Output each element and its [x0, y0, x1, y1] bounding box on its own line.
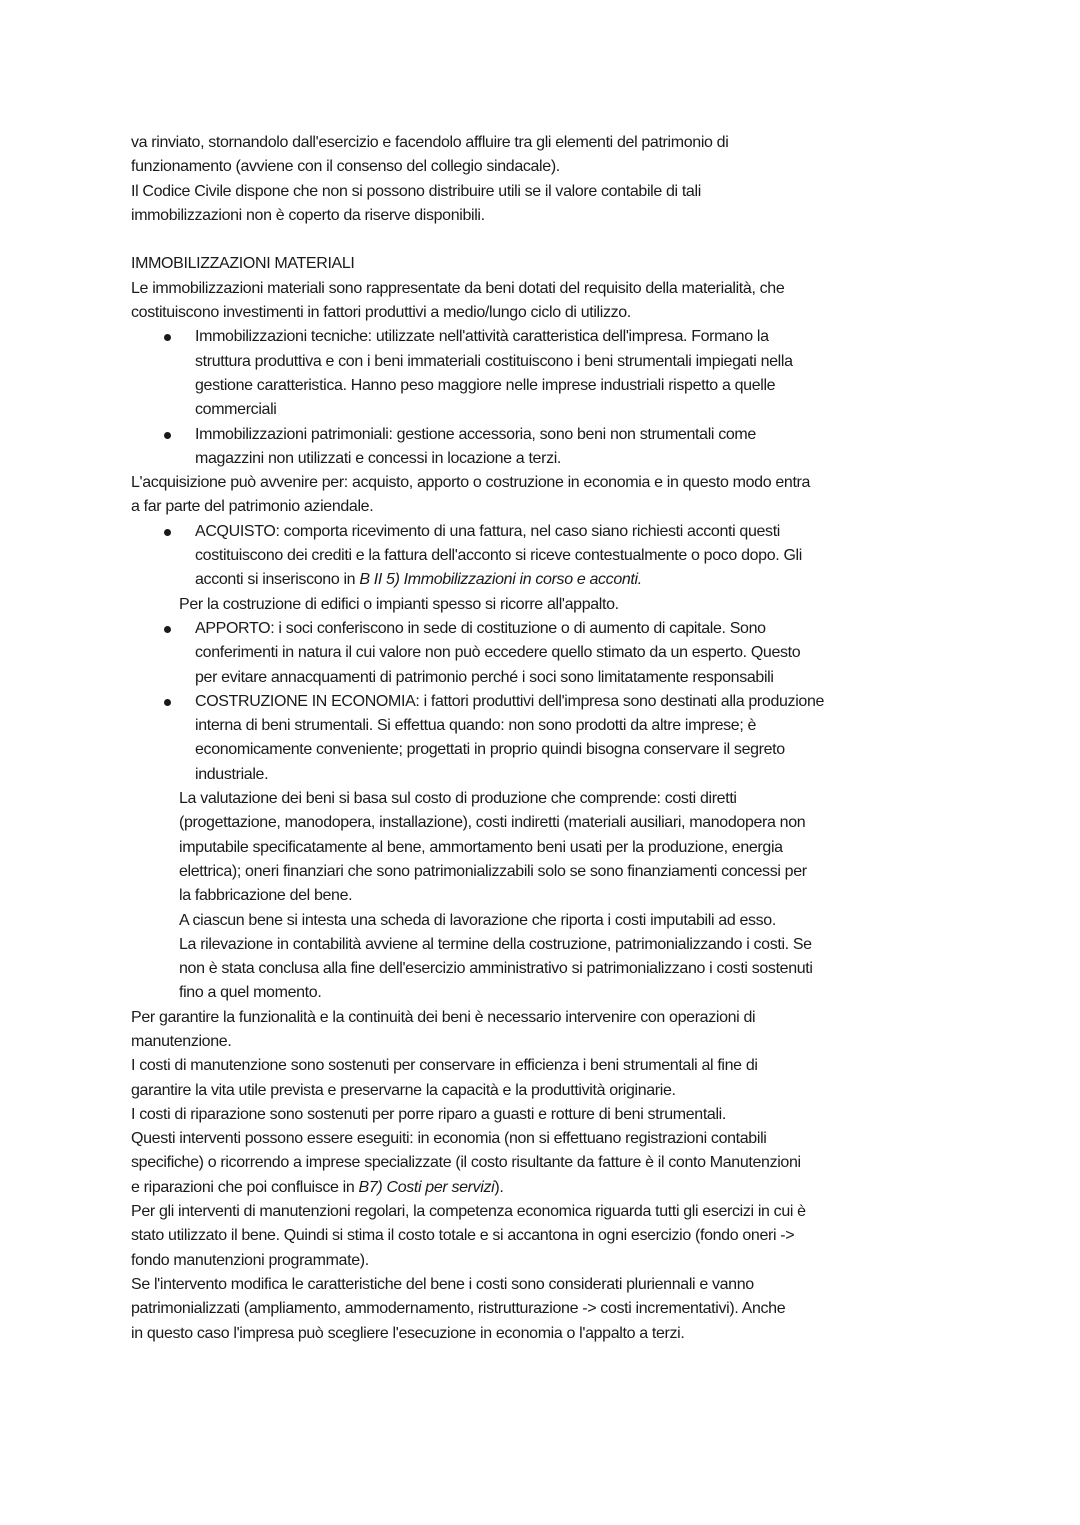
text-run: stato utilizzato il bene. Quindi si stima il costo totale e si accantona in ogni esercizio (fondo oneri ->: [131, 1227, 795, 1245]
text-run: garantire la vita utile prevista e preservarne la capacità e la produttività originarie.: [131, 1081, 676, 1099]
text-run: Se l'intervento modifica le caratteristiche del bene i costi sono considerati pluriennali e vanno: [131, 1275, 754, 1293]
document-page: [0, 131, 1080, 1346]
text-line: [0, 1224, 1080, 1248]
text-line: [0, 155, 1080, 179]
text-line: [0, 666, 1080, 690]
text-run: fino a quel momento.: [179, 984, 322, 1002]
text-line: [0, 884, 1080, 908]
text-line: [0, 204, 1080, 228]
text-run: funzionamento (avviene con il consenso del collegio sindacale).: [131, 158, 560, 176]
text-line: [0, 1127, 1080, 1151]
text-line: [0, 1297, 1080, 1321]
text-run: struttura produttiva e con i beni immateriali costituiscono i beni strumentali impiegati nella: [195, 352, 793, 370]
text-run: conferimenti in natura il cui valore non può eccedere quello stimato da un esperto. Questo: [195, 644, 801, 662]
text-line: [0, 957, 1080, 981]
text-run: La rilevazione in contabilità avviene al termine della costruzione, patrimonializzando i costi. Se: [179, 935, 812, 953]
text-line: [0, 471, 1080, 495]
text-run: costituiscono dei crediti e la fattura dell'acconto si riceve contestualmente o poco dopo. Gli: [195, 547, 802, 565]
text-line: [0, 301, 1080, 325]
text-run: economicamente conveniente; progettati in proprio quindi bisogna conservare il segreto: [195, 741, 785, 759]
text-line: [0, 1079, 1080, 1103]
text-run: patrimonializzati (ampliamento, ammodernamento, ristrutturazione -> costi incrementativi). Anche: [131, 1300, 786, 1318]
text-line: [0, 568, 1080, 592]
text-line: [0, 1054, 1080, 1078]
text-line: [0, 495, 1080, 519]
text-run: I costi di riparazione sono sostenuti per porre riparo a guasti e rotture di beni strumentali.: [131, 1105, 726, 1123]
text-run: ACQUISTO: comporta ricevimento di una fattura, nel caso siano richiesti acconti questi: [195, 522, 780, 540]
text-line: [0, 763, 1080, 787]
text-run: per evitare annacquamenti di patrimonio perché i soci sono limitatamente responsabili: [195, 668, 774, 686]
text-run: la fabbricazione del bene.: [179, 887, 353, 905]
text-line: [0, 836, 1080, 860]
text-run: Il Codice Civile dispone che non si possono distribuire utili se il valore contabile di tali: [131, 182, 701, 200]
bullet-icon: [164, 432, 171, 439]
text-run: Per gli interventi di manutenzioni regolari, la competenza economica riguarda tutti gli esercizi in cui è: [131, 1203, 806, 1221]
text-run: commerciali: [195, 401, 277, 419]
text-run: costituiscono investimenti in fattori produttivi a medio/lungo ciclo di utilizzo.: [131, 304, 631, 322]
text-line: [0, 1249, 1080, 1273]
text-run: ).: [494, 1178, 504, 1196]
text-run: a far parte del patrimonio aziendale.: [131, 498, 374, 516]
text-run: manutenzione.: [131, 1032, 232, 1050]
text-run: Immobilizzazioni patrimoniali: gestione accessoria, sono beni non strumentali come: [195, 425, 756, 443]
text-line: [0, 1006, 1080, 1030]
text-line: [0, 1176, 1080, 1200]
text-line: [0, 131, 1080, 155]
bullet-icon: [164, 626, 171, 633]
text-run: Immobilizzazioni tecniche: utilizzate nell'attività caratteristica dell'impresa. Formano la: [195, 328, 769, 346]
text-line: [0, 1103, 1080, 1127]
bullet-item-line: [0, 423, 1080, 447]
text-run: gestione caratteristica. Hanno peso maggiore nelle imprese industriali rispetto a quelle: [195, 376, 776, 394]
text-line: [0, 180, 1080, 204]
text-run: Le immobilizzazioni materiali sono rappresentate da beni dotati del requisito della materialità, che: [131, 279, 785, 297]
bullet-icon: [164, 334, 171, 341]
text-run: Per la costruzione di edifici o impianti spesso si ricorre all'appalto.: [179, 595, 619, 613]
text-run: IMMOBILIZZAZIONI MATERIALI: [131, 255, 355, 273]
text-run: non è stata conclusa alla fine dell'esercizio amministrativo si patrimonializzano i costi sostenuti: [179, 960, 813, 978]
text-line: [0, 398, 1080, 422]
text-run: (progettazione, manodopera, installazione), costi indiretti (materiali ausiliari, manodopera non: [179, 814, 806, 832]
text-run: specifiche) o ricorrendo a imprese specializzate (il costo risultante da fatture è il conto Manutenzioni: [131, 1154, 801, 1172]
bullet-item-line: [0, 520, 1080, 544]
text-run: L'acquisizione può avvenire per: acquisto, apporto o costruzione in economia e in questo modo entra: [131, 474, 811, 492]
text-line: [0, 544, 1080, 568]
text-line: [0, 1322, 1080, 1346]
text-line: [0, 981, 1080, 1005]
text-run: Per garantire la funzionalità e la continuità dei beni è necessario intervenire con operazioni di: [131, 1008, 756, 1026]
text-line: [0, 1200, 1080, 1224]
text-run: acconti si inseriscono in: [195, 571, 360, 589]
blank-line: [0, 228, 1080, 252]
text-run: Questi interventi possono essere eseguiti: in economia (non si effettuano registrazioni contabili: [131, 1130, 767, 1148]
text-run: va rinviato, stornandolo dall'esercizio e facendolo affluire tra gli elementi del patrimonio di: [131, 134, 729, 151]
text-run: magazzini non utilizzati e concessi in locazione a terzi.: [195, 449, 562, 467]
bullet-item-line: [0, 325, 1080, 349]
text-line: [0, 787, 1080, 811]
text-line: [0, 1273, 1080, 1297]
text-run: e riparazioni che poi confluisce in: [131, 1178, 359, 1196]
text-run: fondo manutenzioni programmate).: [131, 1251, 369, 1269]
text-line: [0, 860, 1080, 884]
text-line: [0, 811, 1080, 835]
text-line: [0, 447, 1080, 471]
text-line: [0, 593, 1080, 617]
italic-reference: B7) Costi per servizi: [358, 1178, 495, 1196]
text-run: elettrica); oneri finanziari che sono patrimonializzabili solo se sono finanziamenti concessi per: [179, 862, 807, 880]
text-run: industriale.: [195, 765, 269, 783]
text-run: A ciascun bene si intesta una scheda di lavorazione che riporta i costi imputabili ad esso.: [179, 911, 776, 929]
section-heading: [0, 252, 1080, 276]
bullet-icon: [164, 699, 171, 706]
text-run: imputabile specificatamente al bene, ammortamento beni usati per la produzione, energia: [179, 838, 783, 856]
text-run: immobilizzazioni non è coperto da riserve disponibili.: [131, 206, 485, 224]
text-run: interna di beni strumentali. Si effettua quando: non sono prodotti da altre imprese; è: [195, 717, 757, 735]
text-run: I costi di manutenzione sono sostenuti per conservare in efficienza i beni strumentali al fine di: [131, 1057, 758, 1075]
text-line: [0, 374, 1080, 398]
text-line: [0, 1151, 1080, 1175]
text-run: APPORTO: i soci conferiscono in sede di costituzione o di aumento di capitale. Sono: [195, 619, 766, 637]
text-line: [0, 933, 1080, 957]
text-line: [0, 641, 1080, 665]
text-line: [0, 714, 1080, 738]
bullet-item-line: [0, 617, 1080, 641]
text-run: La valutazione dei beni si basa sul costo di produzione che comprende: costi diretti: [179, 790, 737, 808]
bullet-item-line: [0, 690, 1080, 714]
bullet-icon: [164, 529, 171, 536]
text-run: COSTRUZIONE IN ECONOMIA: i fattori produttivi dell'impresa sono destinati alla produzione: [195, 692, 825, 710]
text-line: [0, 277, 1080, 301]
text-run: in questo caso l'impresa può scegliere l'esecuzione in economia o l'appalto a terzi.: [131, 1324, 685, 1342]
text-line: [0, 909, 1080, 933]
italic-reference: B II 5) Immobilizzazioni in corso e acconti.: [359, 571, 642, 589]
text-line: [0, 738, 1080, 762]
text-line: [0, 350, 1080, 374]
text-line: [0, 1030, 1080, 1054]
